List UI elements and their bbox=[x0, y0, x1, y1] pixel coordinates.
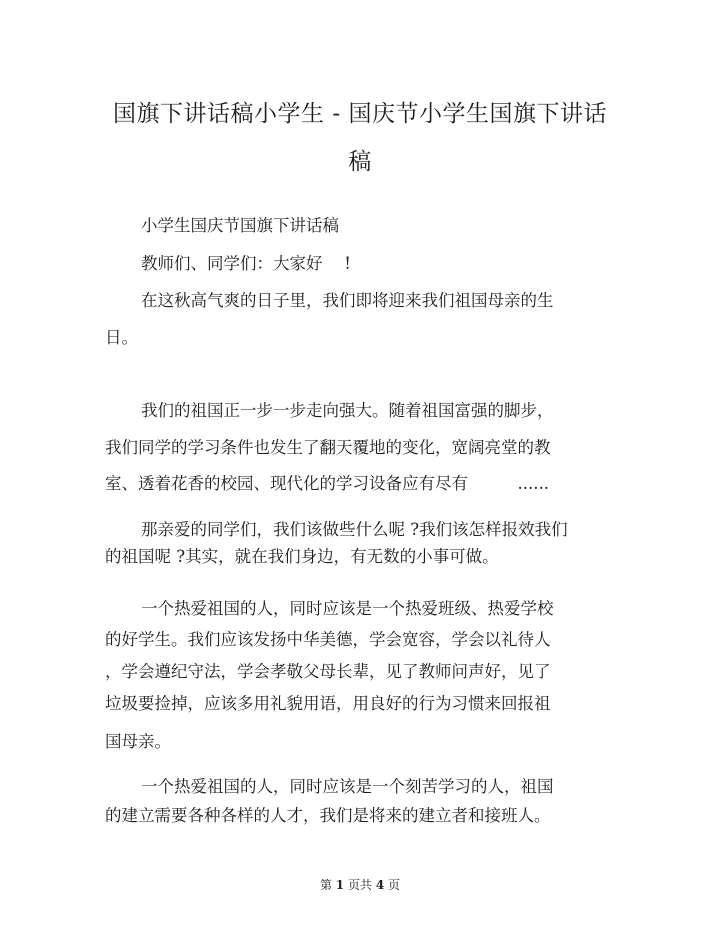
paragraph-5-line-1: 一个热爱祖国的人，同时应该是一个刻苦学习的人，祖国 bbox=[141, 777, 554, 796]
paragraph-4-line-4: 垃圾要捡掉，应该多用礼貌用语，用良好的行为习惯来回报祖 bbox=[105, 694, 551, 713]
paragraph-3-line-1: 那亲爱的同学们，我们该做些什么呢 ?我们该怎样报效我们 bbox=[141, 520, 568, 539]
document-title bbox=[104, 90, 616, 186]
footer-middle: 页共 bbox=[347, 878, 372, 892]
subtitle-line: 小学生国庆节国旗下讲话稿 bbox=[141, 216, 339, 235]
paragraph-3-line-2: 的祖国呢 ?其实，就在我们身边，有无数的小事可做。 bbox=[105, 547, 499, 566]
footer-prefix: 第 bbox=[319, 878, 332, 892]
paragraph-2-line-3: 室、透着花香的校园、现代化的学习设备应有尽有 ...... bbox=[105, 474, 549, 493]
paragraph-5-line-2: 的建立需要各种各样的人才，我们是将来的建立者和接班人。 bbox=[105, 806, 551, 825]
paragraph-4-line-2: 的好学生。我们应该发扬中华美德，学会宽容，学会以礼待人 bbox=[105, 630, 551, 649]
title-line-1: 国旗下讲话稿小学生 - 国庆节小学生国旗下讲话 bbox=[113, 101, 607, 127]
footer-page-number: 1 bbox=[335, 878, 345, 892]
paragraph-2-line-2: 我们同学的学习条件也发生了翻天覆地的变化，宽阔亮堂的教 bbox=[105, 438, 551, 457]
paragraph-1-line-1: 在这秋高气爽的日子里，我们即将迎来我们祖国母亲的生 bbox=[141, 291, 554, 310]
greeting-line: 教师们、同学们：大家好 ! bbox=[141, 254, 351, 273]
page-footer bbox=[0, 876, 720, 893]
title-line-2: 稿 bbox=[348, 149, 372, 175]
paragraph-2-line-1: 我们的祖国正一步一步走向强大。随着祖国富强的脚步， bbox=[141, 401, 554, 420]
paragraph-4-line-3: ，学会遵纪守法，学会孝敬父母长辈，见了教师问声好，见了 bbox=[105, 662, 551, 681]
paragraph-4-line-1: 一个热爱祖国的人，同时应该是一个热爱班级、热爱学校 bbox=[141, 599, 554, 618]
paragraph-4-line-5: 国母亲。 bbox=[105, 732, 171, 751]
footer-total-pages: 4 bbox=[375, 878, 385, 892]
paragraph-1-line-2: 日。 bbox=[105, 328, 138, 347]
footer-suffix: 页 bbox=[388, 878, 401, 892]
